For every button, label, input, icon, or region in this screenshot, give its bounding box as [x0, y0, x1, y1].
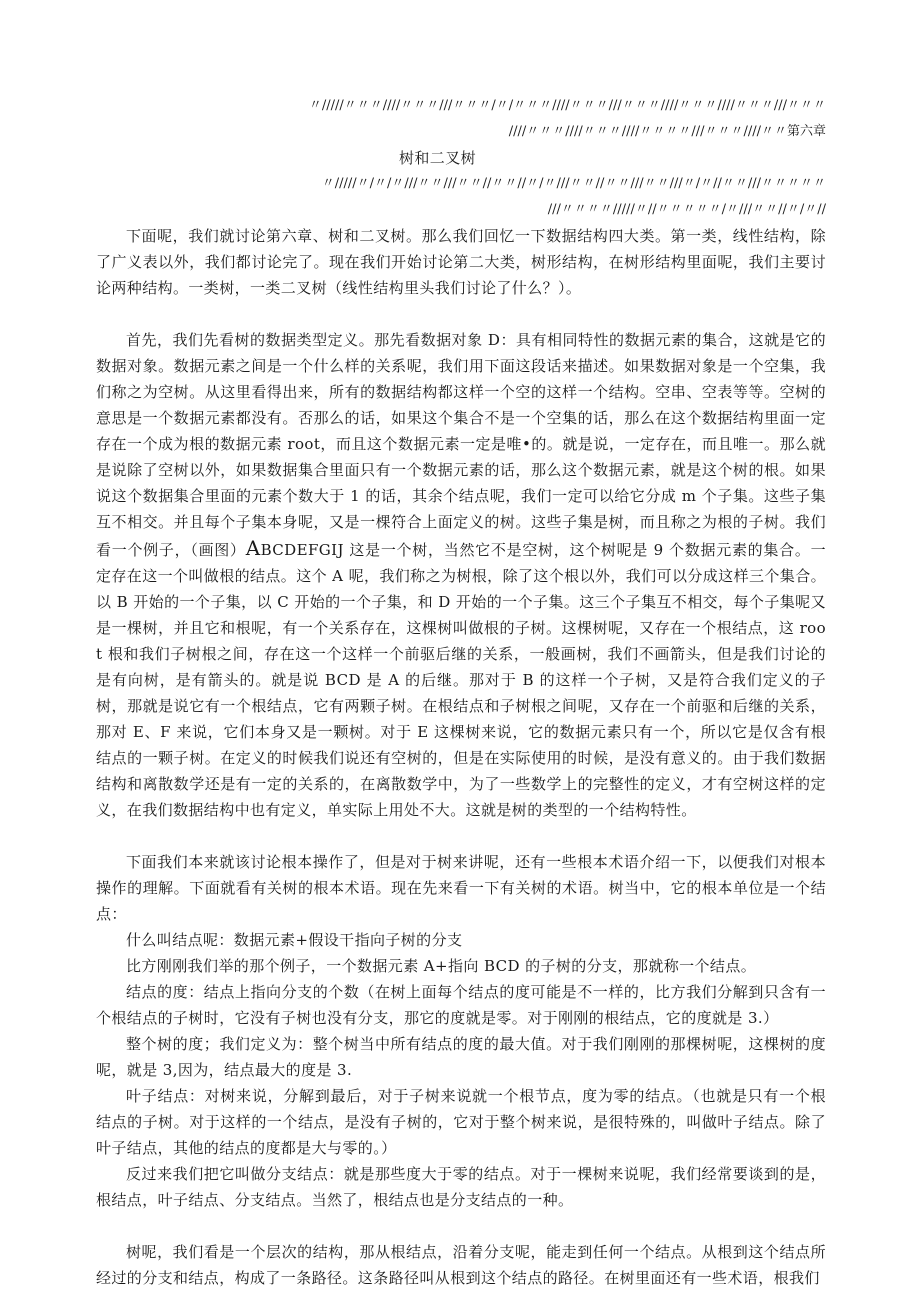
tree-definition-text-a: 首先，我们先看树的数据类型定义。那先看数据对象 D：具有相同特性的数据元素的集合，这就是它的数据对象。数据元素之间是一个什么样的关系呢，我们用下面这段话来描述。如果数据对象是一个空集，我们称之为空树。从这里看得出来，所有的数据结构都这样一个空的这样一个结构。空串、空表等等。空树的意思是一个数据元素都没有。否那么的话，如果这个集合不是一个空集的话，那么在这个数据结构里面一定存在一个成为根的数据元素 root，而且这个数据元素一定是唯•的。就是说，一定存在，而且唯一。那么就是说除了空树以外，如果数据集合里面只有一个数据元素的话，那么这个数据元素，就是这个树的根。如果说这个数据集合里面的元素个数大于 1 的话，其余个结点呢，我们一定可以给它分成 m 个子集。这些子集互不相交。并且每个子集本身呢，又是一棵符合上面定义的树。这些子集是树，而且称之为根的子树。我们看一个例子，（画图） [96, 331, 826, 559]
decor-line-top-2-text: ////〃〃〃////〃〃〃////〃〃〃〃///〃〃〃////〃〃 [508, 124, 787, 139]
tree-example-root-letter: A [245, 536, 261, 560]
paragraph-node-example: 比方刚刚我们举的那个例子，一个数据元素 A+指向 BCD 的子树的分支，那就称一个结点。 [126, 957, 757, 975]
chapter-number: 第六章 [786, 124, 826, 139]
paragraph-tree-degree: 整个树的度；我们定义为：整个树当中所有结点的度的最大值。对于我们刚刚的那棵树呢，这棵树的度呢，就是 3,因为，结点最大的度是 3. [96, 1035, 826, 1079]
paragraph-gap [96, 1213, 826, 1239]
paragraph-gap [96, 301, 826, 327]
paragraph-terms-intro: 下面我们本来就该讨论根本操作了，但是对于树来讲呢，还有一些根本术语介绍一下，以便我们对根本操作的理解。下面就看有关树的根本术语。现在先来看一下有关树的术语。树当中，它的根本单位是一个结点： [96, 853, 826, 923]
decor-line-bottom-2: ///〃〃〃〃/////〃//〃〃〃〃〃/〃///〃〃//〃/〃// [547, 202, 826, 217]
paragraph-tree-definition [96, 327, 826, 823]
paragraph-path: 树呢，我们看是一个层次的结构，那从根结点，沿着分支呢，能走到任何一个结点。从根到这个结点所经过的分支和结点，构成了一条路径。这条路径叫从根到这个结点的路径。在树里面还有一些术语，根我们 [96, 1243, 826, 1287]
tree-definition-text-b: BCDEFGIJ 这是一个树，当然它不是空树，这个树呢是 9 个数据元素的集合。一定存在这一个叫做根的结点。这个 A 呢，我们称之为树根，除了这个根以外，我们可以分成这样三个集合。以 B 开始的一个子集，以 C 开始的一个子集，和 D 开始的一个子集。这三个子集互不相交，每个子集呢又是一棵树，并且它和根呢，有一个关系存在，这棵树叫做根的子树。这棵树呢，又存在一个根结点，这 root 根和我们子树根之间，存在这一个这样一个前驱后继的关系，一般画树，我们不画箭头，但是我们讨论的是有向树，是有箭头的。就是说 BCD 是 A 的后继。那对于 B 的这样一个子树，又是符合我们定义的子树，那就是说它有一个根结点，它有两颗子树。在根结点和子树根之间呢，又存在一个前驱和后继的关系，那对 E、F 来说，它们本身又是一颗树。对于 E 这棵树来说，它的数据元素只有一个，所以它是仅含有根结点的一颗子树。在定义的时候我们说还有空树的，但是在实际使用的时候，是没有意义的。由于我们数据结构和离散数学还是有一定的关系的，在离散数学中，为了一些数学上的完整性的定义，才有空树这样的定义，在我们数据结构中也有定义，单实际上用处不大。这就是树的类型的一个结构特性。 [96, 541, 826, 819]
chapter-title: 树和二叉树 [399, 149, 477, 167]
paragraph-leaf-node: 叶子结点：对树来说，分解到最后，对于子树来说就一个根节点，度为零的结点。（也就是只有一个根结点的子树。对于这样的一个结点，是没有子树的，它对于整个树来说，是很特殊的，叫做叶子结点。除了叶子结点，其他的结点的度都是大与零的。） [96, 1087, 826, 1157]
decor-line-top-1: 〃/////〃〃〃////〃〃〃///〃〃〃/〃/〃〃〃////〃〃〃///〃〃〃////〃〃〃////〃〃〃///〃〃〃 [308, 98, 826, 113]
paragraph-gap [96, 823, 826, 849]
paragraph-branch-node: 反过来我们把它叫做分支结点：就是那些度大于零的结点。对于一棵树来说呢，我们经常要谈到的是，根结点，叶子结点、分支结点。当然了，根结点也是分支结点的一种。 [96, 1165, 826, 1209]
decor-line-top-2 [96, 119, 826, 145]
decor-line-bottom-1: 〃/////〃/〃/〃///〃〃///〃〃//〃〃//〃/〃///〃〃//〃〃///〃〃///〃/〃//〃〃///〃〃〃〃〃 [321, 176, 826, 191]
paragraph-node-definition: 什么叫结点呢：数据元素+假设干指向子树的分支 [126, 931, 463, 949]
paragraph-intro: 下面呢，我们就讨论第六章、树和二叉树。那么我们回忆一下数据结构四大类。第一类，线性结构，除了广义表以外，我们都讨论完了。现在我们开始讨论第二大类，树形结构，在树形结构里面呢，我们主要讨论两种结构。一类树，一类二叉树（线性结构里头我们讨论了什么？）。 [96, 227, 826, 297]
paragraph-node-degree: 结点的度：结点上指向分支的个数（在树上面每个结点的度可能是不一样的，比方我们分解到只含有一个根结点的子树时，它没有子树也没有分支，那它的度就是零。对于刚刚的根结点，它的度就是 3.） [96, 983, 826, 1027]
document-body [96, 93, 826, 1291]
